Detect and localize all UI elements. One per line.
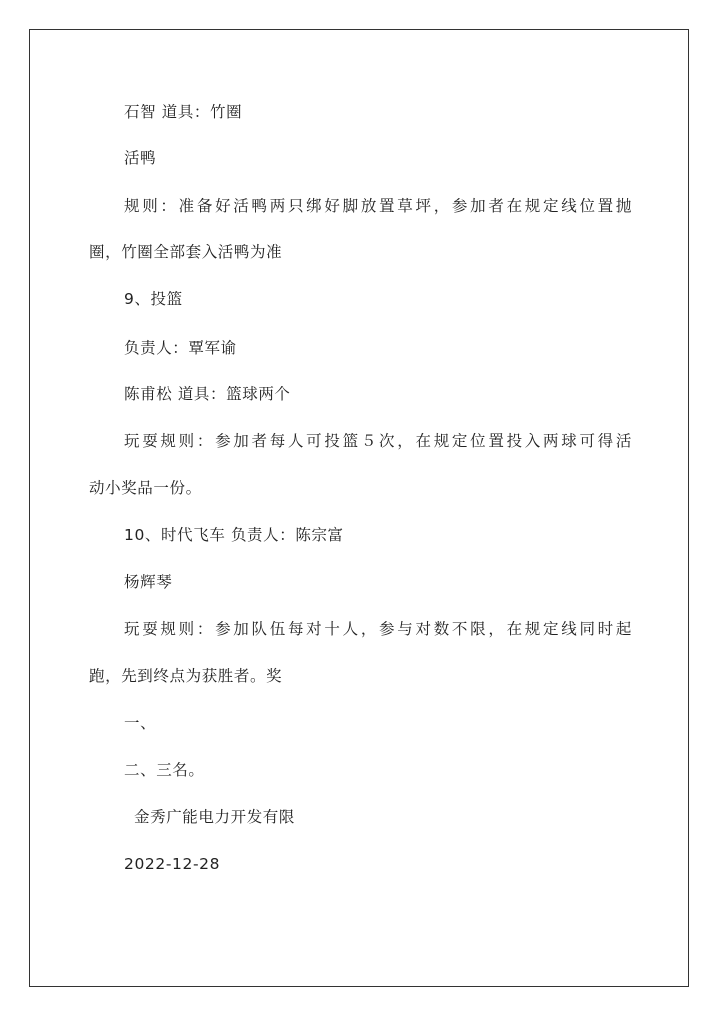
paragraph-staff-props: 石智 道具：竹圈 xyxy=(124,103,243,121)
paragraph-rules-line-1: 规则：准备好活鸭两只绑好脚放置草坪，参加者在规定线位置抛 xyxy=(124,197,632,215)
paragraph-prize-first: 一、 xyxy=(124,714,157,732)
paragraph-racing-rules-line-1: 玩耍规则：参加队伍每对十人，参与对数不限，在规定线同时起 xyxy=(124,620,632,638)
paragraph-staff-name: 杨辉琴 xyxy=(124,573,173,591)
section-heading-racing: 10、时代飞车 负责人：陈宗富 xyxy=(124,526,344,544)
paragraph-racing-rules-line-2: 跑，先到终点为获胜者。奖 xyxy=(89,667,283,685)
paragraph-date: 2022-12-28 xyxy=(124,855,221,873)
paragraph-person-in-charge: 负责人：覃军谕 xyxy=(124,339,237,357)
paragraph-basketball-props: 陈甫松 道具：篮球两个 xyxy=(124,385,291,403)
paragraph-rules-line-2: 圈，竹圈全部套入活鸭为准 xyxy=(89,243,283,261)
paragraph-live-duck: 活鸭 xyxy=(124,149,157,167)
page-border xyxy=(29,29,689,987)
paragraph-basketball-rules-line-2: 动小奖品一份。 xyxy=(89,479,202,497)
paragraph-company-name: 金秀广能电力开发有限 xyxy=(134,808,296,826)
section-heading-basketball: 9、投篮 xyxy=(124,290,183,308)
paragraph-basketball-rules-line-1: 玩耍规则：参加者每人可投篮５次，在规定位置投入两球可得活 xyxy=(124,432,632,450)
paragraph-prize-second-third: 二、三名。 xyxy=(124,761,205,779)
